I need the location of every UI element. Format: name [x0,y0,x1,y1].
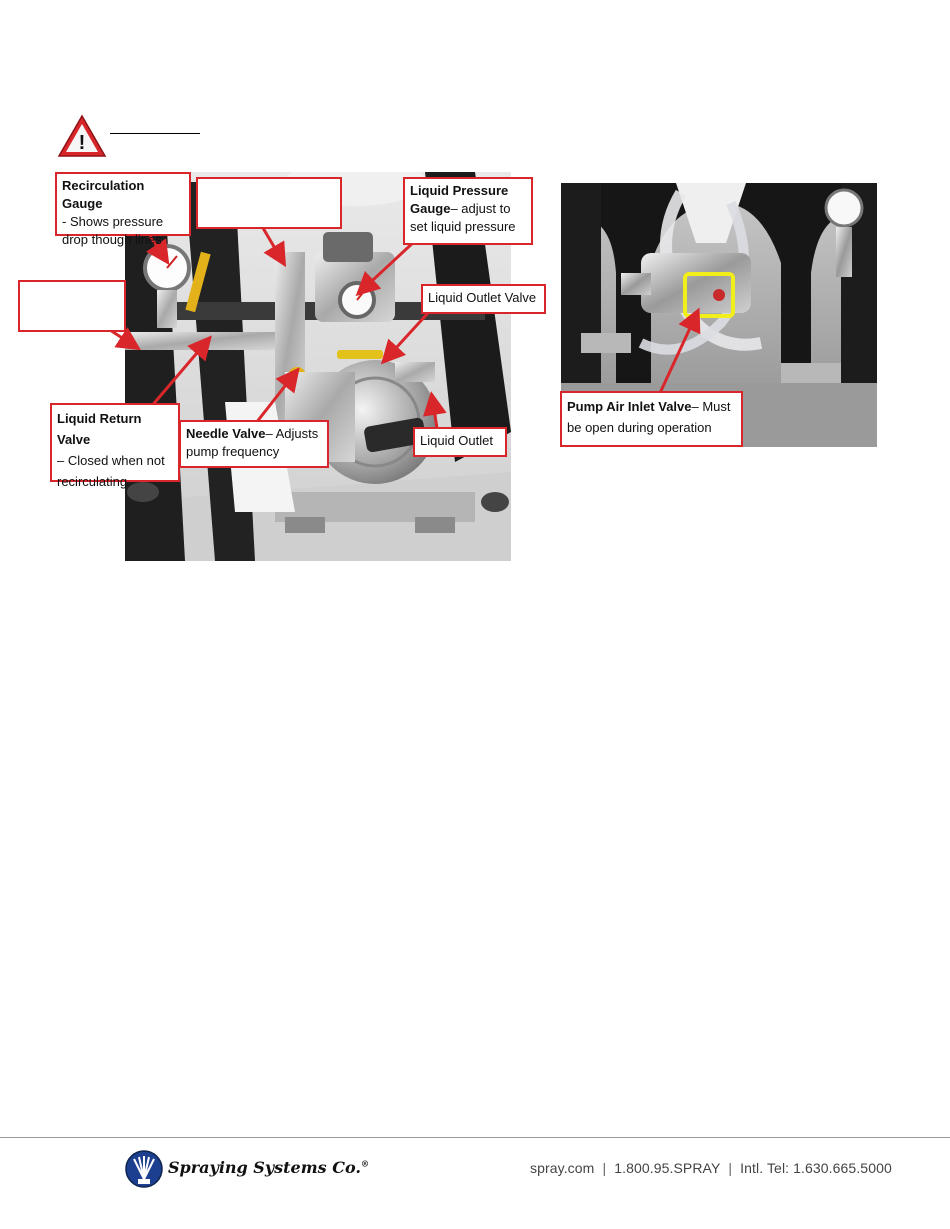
footer-website: spray.com [530,1160,595,1176]
warning-triangle-icon [57,113,107,159]
callout-liquid-pressure-gauge: Liquid Pressure Gauge– adjust to set liquid pressure [403,177,533,245]
callout-blank-top [196,177,342,229]
callout-pump-air-inlet-valve: Pump Air Inlet Valve– Must be open during operation [560,391,743,447]
callout-liquid-return-valve: Liquid Return Valve – Closed when not recirculating [50,403,180,482]
footer-contact: spray.com | 1.800.95.SPRAY | Intl. Tel: 1.630.665.5000 [530,1160,892,1176]
callout-recirculation-gauge: Recirculation Gauge - Shows pressure drop though lines [55,172,191,236]
callout-needle-valve: Needle Valve– Adjusts pump frequency [179,420,329,468]
company-name: Spraying Systems Co.® [168,1158,369,1177]
callout-liquid-outlet-valve: Liquid Outlet Valve [421,284,546,314]
footer-phone: 1.800.95.SPRAY [614,1160,721,1176]
footer-intl-phone: Intl. Tel: 1.630.665.5000 [740,1160,892,1176]
spraying-systems-logo-icon [124,1149,164,1189]
callout-blank-left [18,280,126,332]
callout-liquid-outlet: Liquid Outlet [413,427,507,457]
warning-heading-underline [110,133,200,134]
footer-divider [0,1137,950,1138]
warning-mark: ! [78,132,86,154]
